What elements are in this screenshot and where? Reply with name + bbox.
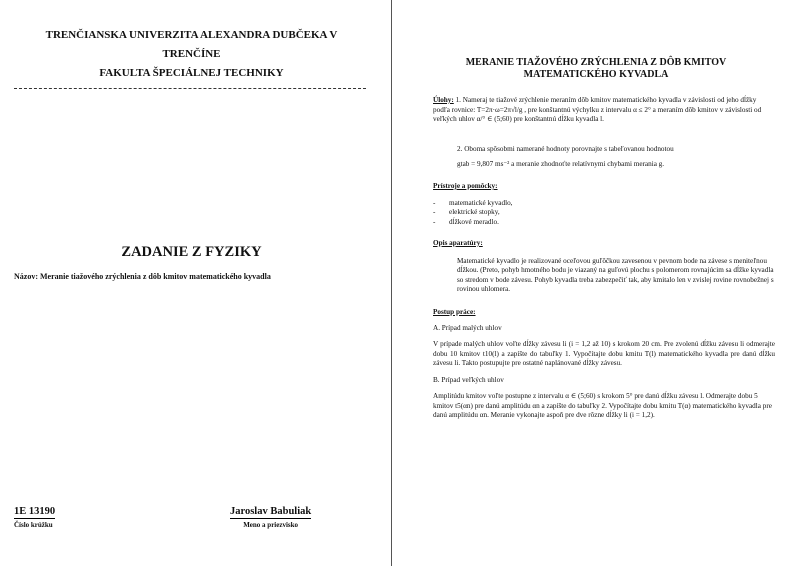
part-b-heading: B. Prípad veľkých uhlov — [433, 375, 504, 384]
tasks-section — [433, 96, 775, 125]
university-name-line2: TRENČÍNE — [162, 48, 221, 60]
header-divider — [14, 88, 366, 89]
title-line1: MERANIE TIAŽOVÉHO ZRÝCHLENIA Z DÔB KMITOV — [465, 57, 727, 68]
tools-heading: Prístroje a pomôcky: — [433, 182, 498, 190]
group-number: 1E 13190 — [14, 506, 56, 517]
apparatus-text: Matematické kyvadlo je realizované oceľovou guľôčkou zavesenou v pevnom bode na závese s meniteľnou dĺžkou. (Preto, pohyb hmotného bodu je viazaný na guľovú plochu s polomerom rovnajúcim sa dĺžke kyvadla so stredom v bode závesu. Pohyb kyvadla treba zabezpečiť tak, aby kmitalo len v zvislej rovine rovnobežnej s rovinou uhlomera. — [457, 256, 774, 293]
tools-section — [433, 182, 775, 227]
group-label: Číslo krúžku — [14, 521, 53, 529]
assignment-heading: ZADANIE Z FYZIKY — [121, 244, 262, 260]
tool-item: - matematické kyvadlo, — [447, 199, 775, 209]
tool-item: - elektrické stopky, — [447, 208, 775, 218]
task-2 — [433, 145, 775, 169]
assignment-name: Názov: Meranie tiažového zrýchlenia z dôb kmitov matematického kyvadla — [14, 272, 271, 281]
procedure-section — [433, 308, 775, 421]
part-a-heading: A. Prípad malých uhlov — [433, 323, 502, 332]
content-page — [392, 0, 800, 566]
title-page — [0, 0, 384, 566]
group-block — [14, 501, 55, 529]
part-b-text: Amplitúdu kmitov voľte postupne z intervalu α ∈ (5;60) s krokom 5° pre danú dĺžku závesu l. Odmerajte dobu 5 kmitov t5(αn) pre danú amplitúdu αn a zapíšte do tabuľky 2. Vypočítajte dobu kmitu T(α) matematického kyvadla pre danú amplitúdu αn. Meranie vykonajte aspoň pre dve rôzne dĺžky li (i = 1,2). — [433, 392, 772, 419]
task-2-line2: gtab = 9,807 ms⁻² a meranie zhodnoťte relatívnymi chybami merania g. — [457, 159, 665, 168]
page-gutter — [383, 0, 392, 566]
author-block — [230, 501, 311, 529]
apparatus-heading: Opis aparatúry: — [433, 239, 483, 247]
document-title — [392, 57, 800, 81]
author-name: Jaroslav Babuliak — [230, 506, 312, 517]
tasks-heading: Úlohy: — [433, 96, 454, 104]
procedure-heading: Postup práce: — [433, 308, 476, 316]
task-1-text: 1. Nameraj te tiažové zrýchlenie meraním dôb kmitov matematického kyvadla v závislosti od jeho dĺžky podľa rovnice: T=2π·ω=2π√l/g , pre konštantnú výchylku z intervalu α ≤ 2° a meraním dôb kmitov v závislosti od veľkých uhlov α/° ∈ (5;60) pre konštantnú dĺžku kyvadla l. — [433, 96, 762, 123]
faculty-name: FAKULTA ŠPECIÁLNEJ TECHNIKY — [99, 67, 284, 79]
author-label: Meno a priezvisko — [243, 521, 299, 529]
university-header — [14, 26, 369, 83]
tool-item: - dĺžkové meradlo. — [447, 218, 775, 228]
part-a-text: V prípade malých uhlov voľte dĺžky závesu li (i = 1,2 až 10) s krokom 20 cm. Pre zvolenú dĺžku závesu li odmerajte dobu 10 kmitov t10(l) a zapíšte do tabuľky 1. Vypočítajte dobu kmitu T(l) matematického kyvadla pre danú dĺžku závesu li. Takto postupujte pre ostatné naplánované dĺžky závesu. — [433, 340, 775, 367]
task-2-line1: 2. Oboma spôsobmi namerané hodnoty porovnajte s tabeľovanou hodnotou — [457, 145, 674, 153]
title-line2: MATEMATICKÉHO KYVADLA — [523, 69, 669, 80]
university-name-line1: TRENČIANSKA UNIVERZITA ALEXANDRA DUBČEKA V — [45, 29, 338, 41]
apparatus-section — [433, 239, 775, 295]
tools-list — [433, 199, 775, 228]
